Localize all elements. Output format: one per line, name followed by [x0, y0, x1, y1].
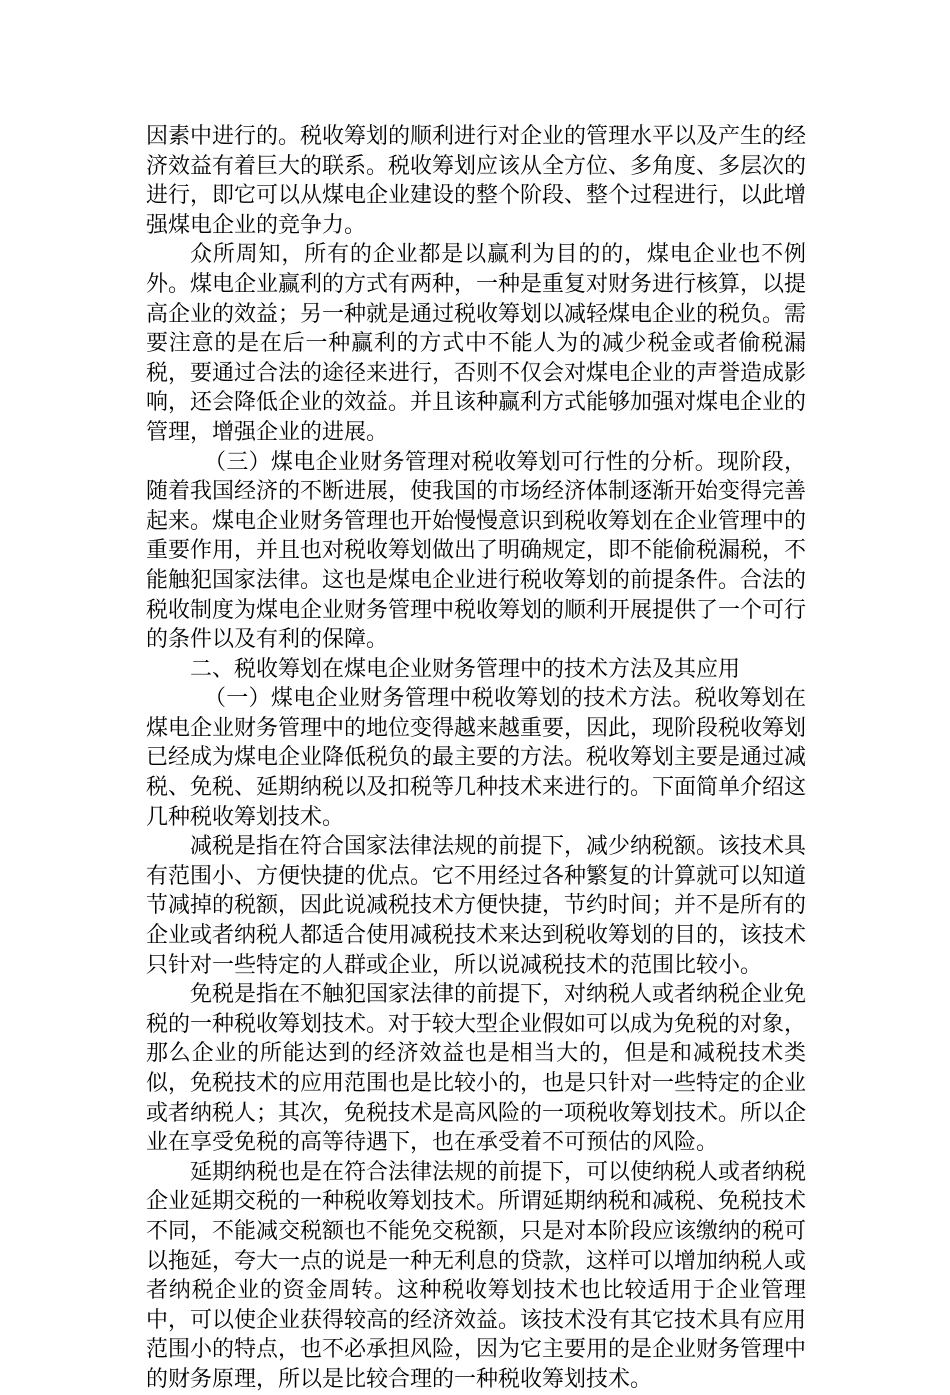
paragraph-profit-methods: 众所周知，所有的企业都是以赢利为目的的，煤电企业也不例外。煤电企业赢利的方式有两种，一种是重复对财务进行核算，以提高企业的效益；另一种就是通过税收筹划以减轻煤电企业的税负。需要注意的是在后一种赢利的方式中不能人为的减少税金或者偷税漏税，要通过合法的途径来进行，否则不仅会对煤电企业的声誉造成影响，还会降低企业的效益。并且该种赢利方式能够加强对煤电企业的管理，增强企业的进展。 — [146, 242, 807, 445]
paragraph-feasibility-analysis: （三）煤电企业财务管理对税收筹划可行性的分析。现阶段，随着我国经济的不断进展，使我国的市场经济体制逐渐开始变得完善起来。煤电企业财务管理也开始慢慢意识到税收筹划在企业管理中的重要作用，并且也对税收筹划做出了明确规定，即不能偷税漏税，不能触犯国家法律。这也是煤电企业进行税收筹划的前提条件。合法的税收制度为煤电企业财务管理中税收筹划的顺利开展提供了一个可行的条件以及有利的保障。 — [146, 449, 807, 653]
paragraph-tax-reduction: 减税是指在符合国家法律法规的前提下，减少纳税额。该技术具有范围小、方便快捷的优点。它不用经过各种繁复的计算就可以知道节减掉的税额，因此说减税技术方便快捷，节约时间；并不是所有的企业或者纳税人都适合使用减税技术来达到税收筹划的目的，该技术只针对一些特定的人群或企业，所以说减税技术的范围比较小。 — [146, 834, 807, 978]
paragraph-technique-methods: （一）煤电企业财务管理中税收筹划的技术方法。税收筹划在煤电企业财务管理中的地位变得越来越重要，因此，现阶段税收筹划已经成为煤电企业降低税负的最主要的方法。税收筹划主要是通过减税、免税、延期纳税以及扣税等几种技术来进行的。下面简单介绍这几种税收筹划技术。 — [146, 686, 807, 830]
section-heading-techniques: 二、税收筹划在煤电企业财务管理中的技术方法及其应用 — [190, 656, 741, 682]
body-text — [146, 122, 806, 1395]
paragraph-tax-deferral: 延期纳税也是在符合法律法规的前提下，可以使纳税人或者纳税企业延期交税的一种税收筹划技术。所谓延期纳税和减税、免税技术不同，不能减交税额也不能免交税额，只是对本阶段应该缴纳的税可以拖延，夸大一点的说是一种无利息的贷款，这样可以增加纳税人或者纳税企业的资金周转。这种税收筹划技术也比较适用于企业管理中，可以使企业获得较高的经济效益。该技术没有其它技术具有应用范围小的特点，也不必承担风险，因为它主要用的是企业财务管理中的财务原理，所以是比较合理的一种税收筹划技术。 — [146, 1159, 807, 1392]
paragraph-continuation: 因素中进行的。税收筹划的顺利进行对企业的管理水平以及产生的经济效益有着巨大的联系。税收筹划应该从全方位、多角度、多层次的进行，即它可以从煤电企业建设的整个阶段、整个过程进行，以此增强煤电企业的竞争力。 — [146, 124, 807, 238]
paragraph-tax-exemption: 免税是指在不触犯国家法律的前提下，对纳税人或者纳税企业免税的一种税收筹划技术。对于较大型企业假如可以成为免税的对象，那么企业的所能达到的经济效益也是相当大的，但是和减税技术类似，免税技术的应用范围也是比较小的，也是只针对一些特定的企业或者纳税人；其次，免税技术是高风险的一项税收筹划技术。所以企业在享受免税的高等待遇下，也在承受着不可预估的风险。 — [146, 982, 807, 1156]
